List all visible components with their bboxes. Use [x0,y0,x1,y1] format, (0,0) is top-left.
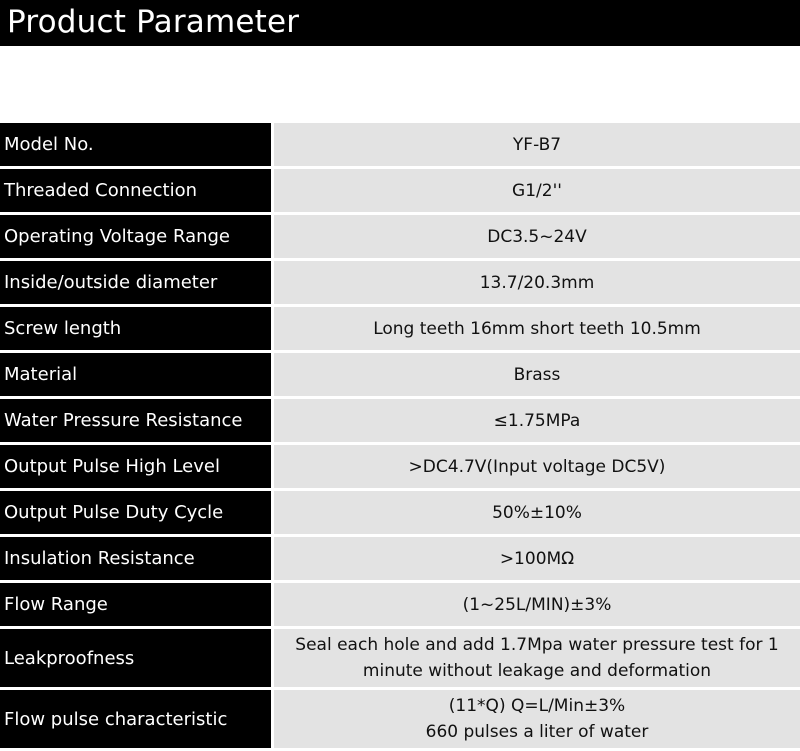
row-label: Water Pressure Resistance [0,399,271,442]
table-row-leakproofness [0,629,800,687]
parameter-table [0,123,800,751]
row-label: Leakproofness [0,629,271,687]
row-value: Long teeth 16mm short teeth 10.5mm [274,307,800,350]
table-row-diameter [0,261,800,304]
row-label: Material [0,353,271,396]
page-title: Product Parameter [7,4,300,40]
row-label: Flow Range [0,583,271,626]
page-header [0,0,800,46]
table-row-threaded-connection [0,169,800,212]
row-value: 13.7/20.3mm [274,261,800,304]
row-label: Threaded Connection [0,169,271,212]
table-row-flow-pulse-characteristic [0,690,800,748]
table-row-water-pressure [0,399,800,442]
row-label: Flow pulse characteristic [0,690,271,748]
row-value: ≤1.75MPa [274,399,800,442]
table-row-voltage-range [0,215,800,258]
row-value: >DC4.7V(Input voltage DC5V) [274,445,800,488]
row-value: Seal each hole and add 1.7Mpa water pressure test for 1 minute without leakage and deformation [274,629,800,687]
table-row-screw-length [0,307,800,350]
table-row-model [0,123,800,166]
table-row-pulse-high-level [0,445,800,488]
row-value: YF-B7 [274,123,800,166]
row-label: Operating Voltage Range [0,215,271,258]
row-label: Model No. [0,123,271,166]
row-label: Output Pulse Duty Cycle [0,491,271,534]
row-value: G1/2'' [274,169,800,212]
row-value: 50%±10% [274,491,800,534]
row-value: (1~25L/MIN)±3% [274,583,800,626]
row-label: Screw length [0,307,271,350]
table-row-duty-cycle [0,491,800,534]
table-row-material [0,353,800,396]
row-label: Insulation Resistance [0,537,271,580]
table-row-insulation-resistance [0,537,800,580]
row-value: (11*Q) Q=L/Min±3% 660 pulses a liter of water [274,690,800,748]
row-label: Output Pulse High Level [0,445,271,488]
row-label: Inside/outside diameter [0,261,271,304]
row-value: Brass [274,353,800,396]
row-value: DC3.5~24V [274,215,800,258]
row-value: >100MΩ [274,537,800,580]
table-row-flow-range [0,583,800,626]
